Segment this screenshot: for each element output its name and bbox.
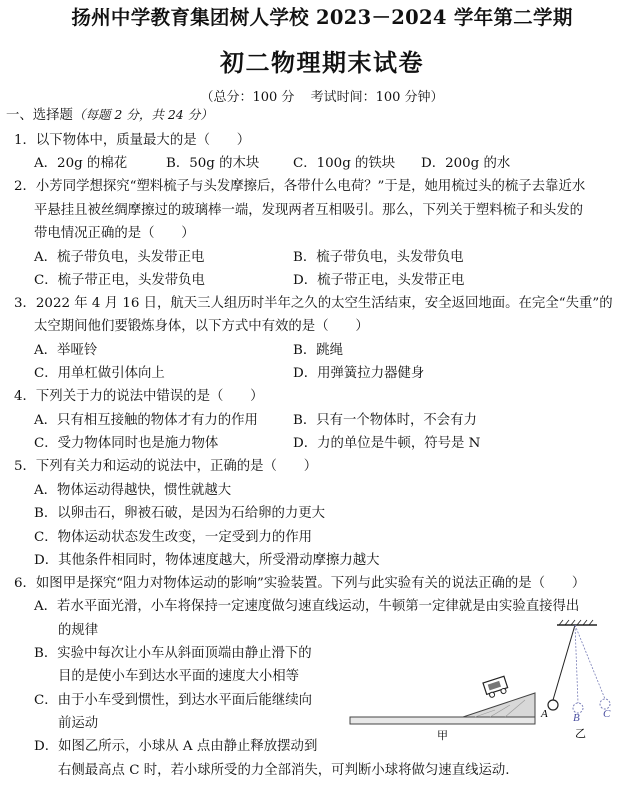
q2-option-a: A．梳子带负电，头发带正电: [34, 250, 205, 265]
figure-yi-pendulum: [535, 617, 625, 742]
q5-option-a: A．物体运动得越快，惯性就越大: [34, 483, 232, 498]
label-point-a: A: [541, 708, 548, 720]
q6-option-c-line2: 前运动: [58, 716, 99, 731]
q2-option-c: C．梳子带正电，头发带负电: [34, 273, 205, 288]
q5-stem: 5．下列有关力和运动的说法中，正确的是（ ）: [14, 459, 318, 474]
horizontal-surface: [350, 717, 535, 724]
figure-jia-label: 甲: [437, 730, 448, 742]
q1-option-a: A．20g 的棉花: [34, 156, 128, 171]
q4-option-a: A．只有相互接触的物体才有力的作用: [34, 413, 258, 428]
q4-option-c: C．受力物体同时也是施力物体: [34, 436, 219, 451]
q3-option-d: D．用弹簧拉力器健身: [293, 366, 425, 381]
ball-a: [548, 700, 558, 710]
q2-option-b: B．梳子带负电，头发带负电: [293, 250, 464, 265]
q4-option-b: B．只有一个物体时，不会有力: [293, 413, 477, 428]
q3-stem-line1: 3．2022 年 4 月 16 日，航天三人组历时半年之久的太空生活结束，安全返回地面。在完全“失重”的: [14, 296, 613, 311]
q1-option-d: D．200g 的水: [421, 156, 511, 171]
q6-option-c-line1: C．由于小车受到惯性，到达水平面后能继续向: [34, 693, 313, 708]
q4-stem: 4．下列关于力的说法中错误的是（ ）: [14, 389, 264, 404]
q3-stem-line2: 太空期间他们要锻炼身体，以下方式中有效的是（ ）: [34, 319, 369, 334]
school-title: 扬州中学教育集团树人学校 2023－2024 学年第二学期: [71, 6, 573, 29]
string-a: [553, 625, 575, 700]
figure-jia-incline: [345, 665, 545, 745]
q1-option-c: C．100g 的铁块: [293, 156, 396, 171]
q5-option-d: D．其他条件相同时，物体速度越大，所受滑动摩擦力越大: [34, 553, 380, 568]
q2-stem-line3: 带电情况正确的是（ ）: [34, 226, 195, 241]
q2-stem-line1: 2．小芳同学想探究“塑料梳子与头发摩擦后，各带什么电荷？”于是，她用梳过头的梳子去靠近水: [14, 179, 586, 194]
string-c: [575, 625, 605, 699]
section-heading: [6, 109, 213, 122]
q6-option-d-line2: 右侧最高点 C 时，若小球所受的力全部消失，可判断小球将做匀速直线运动.: [58, 763, 510, 778]
q6-option-a-line2: 的规律: [58, 623, 99, 638]
q5-option-c: C．物体运动状态发生改变，一定受到力的作用: [34, 530, 313, 545]
q3-option-b: B．跳绳: [293, 343, 344, 358]
q2-option-d: D．梳子带正电，头发带正电: [293, 273, 465, 288]
q1-option-b: B．50g 的木块: [166, 156, 260, 171]
q6-option-a-line1: A．若水平面光滑，小车将保持一定速度做匀速直线运动，牛顿第一定律就是由实验直接得出: [34, 599, 580, 614]
time-info: 考试时间：100 分钟）: [310, 90, 444, 105]
cart-icon: [483, 676, 509, 698]
exam-title: 初二物理期末试卷: [220, 48, 424, 77]
figure-yi-label: 乙: [575, 728, 586, 740]
q5-option-b: B．以卵击石，卵被石破，是因为石给卵的力更大: [34, 506, 326, 521]
section-label: 一、选择题: [6, 108, 73, 123]
q6-stem: 6．如图甲是探究“阻力对物体运动的影响”实验装置。下列与此实验有关的说法正确的是（ ）: [14, 576, 586, 591]
q6-option-d-line1: D．如图乙所示，小球从 A 点由静止释放摆动到: [34, 739, 318, 754]
q3-option-a: A．举哑铃: [34, 343, 98, 358]
string-b: [575, 625, 578, 703]
q6-option-b-line2: 目的是使小车到达水平面的速度大小相等: [58, 669, 300, 684]
section-note: （每题 2 分，共 24 分）: [72, 107, 213, 122]
q4-option-d: D．力的单位是牛顿，符号是 N: [293, 436, 481, 451]
q3-option-c: C．用单杠做引体向上: [34, 366, 165, 381]
exam-info: [0, 86, 644, 105]
q2-stem-line2: 平悬挂且被丝绸摩擦过的玻璃棒一端，发现两者互相吸引。那么，下列关于塑料梳子和头发的: [34, 203, 584, 218]
label-point-b: B: [573, 712, 580, 724]
score-info: （总分：100 分: [200, 90, 295, 105]
q1-stem: 1．以下物体中，质量最大的是（ ）: [14, 133, 251, 148]
incline-ramp: [463, 693, 535, 717]
q6-option-b-line1: B．实验中每次让小车从斜面顶端由静止滑下的: [34, 646, 312, 661]
label-point-c: C: [603, 708, 611, 720]
